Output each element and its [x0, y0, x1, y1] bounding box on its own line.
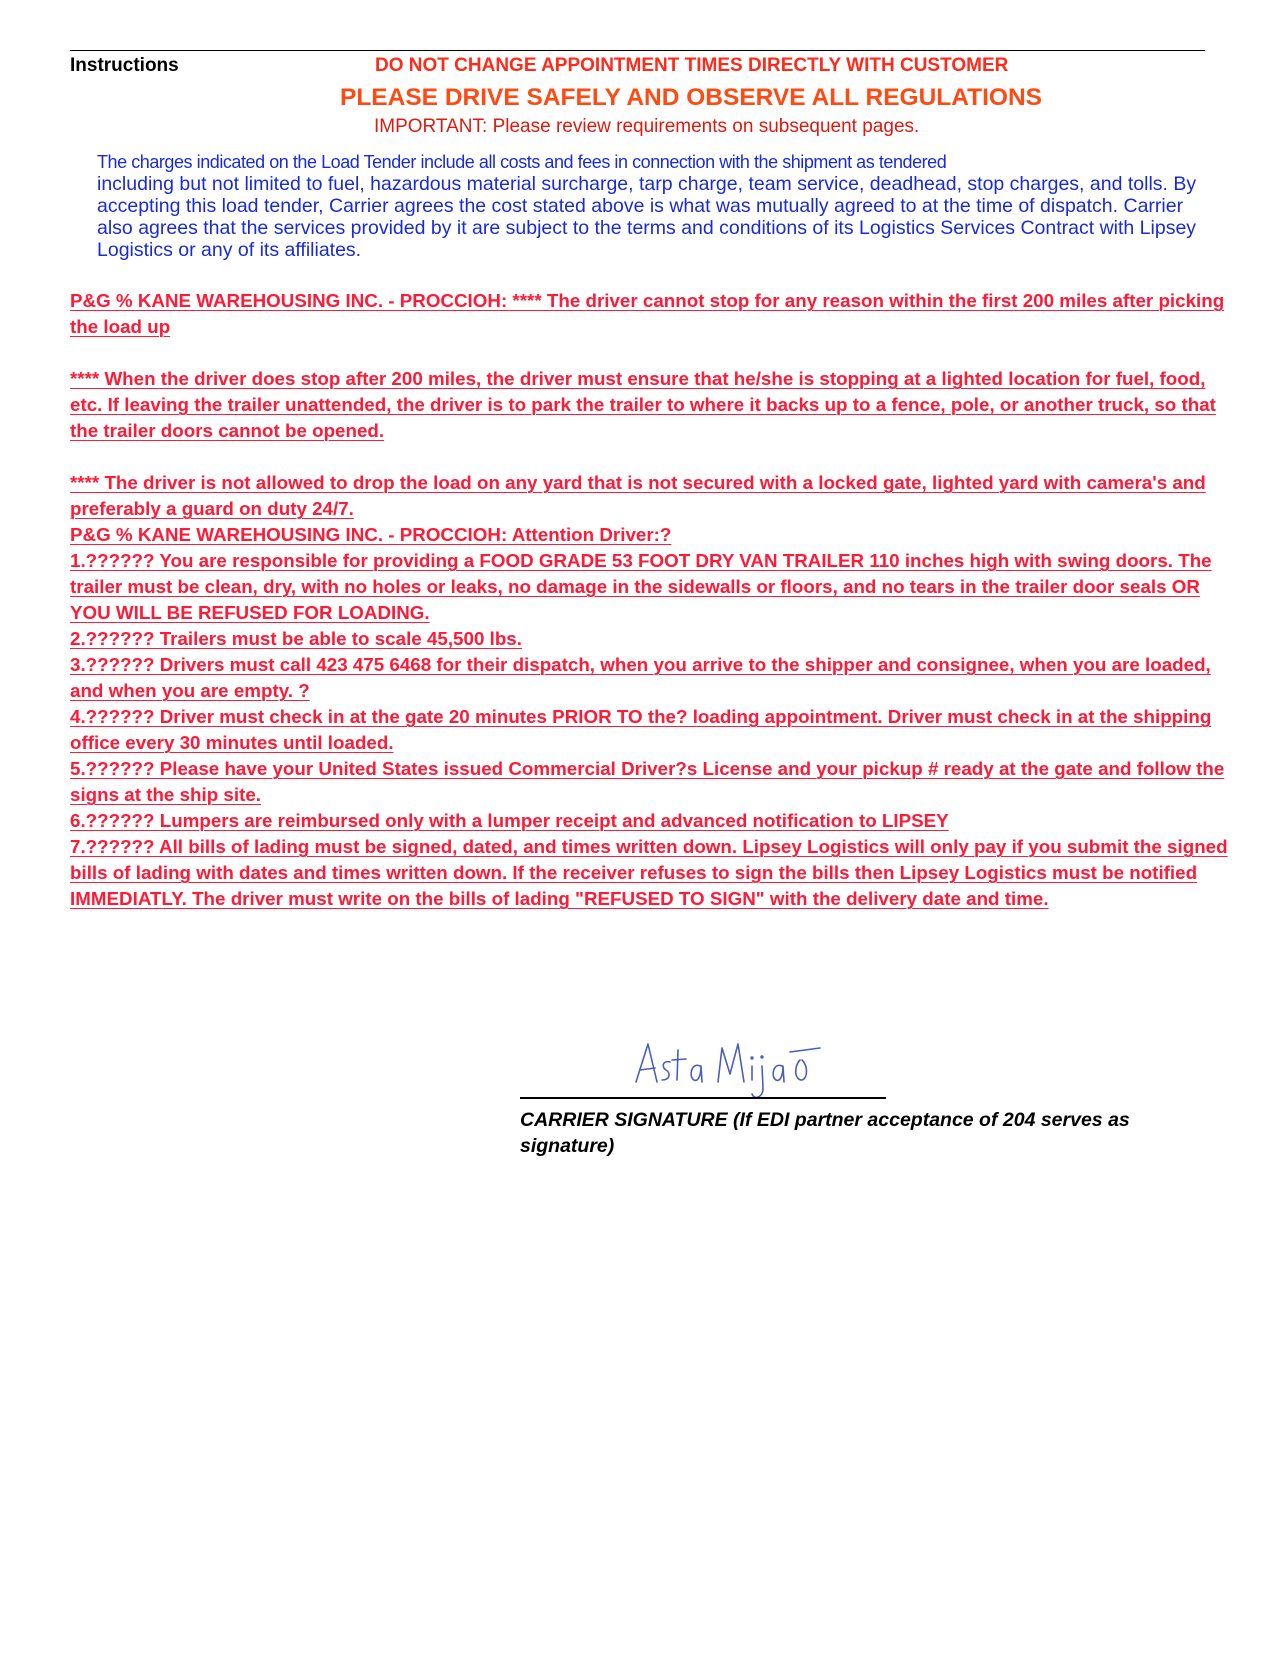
important-note: IMPORTANT: Please review requirements on subsequent pages. [374, 116, 920, 137]
instruction-item-3: 3.?????? Drivers must call 423 475 6468 for their dispatch, when you arrive to the shipper and consignee, when you are loaded, and when you are empty. ? [70, 654, 1211, 701]
instruction-item-1: 1.?????? You are responsible for providing a FOOD GRADE 53 FOOT DRY VAN TRAILER 110 inches high with swing doors. The trailer must be clean, dry, with no holes or leaks, no damage in the sidewalls or floors, and no tears in the trailer door seals OR YOU WILL BE REFUSED FOR LOADING. [70, 550, 1212, 623]
instruction-item-2: 2.?????? Trailers must be able to scale 45,500 lbs. [70, 628, 522, 649]
signature-line [520, 1097, 886, 1099]
signature-caption: CARRIER SIGNATURE (If EDI partner acceptance of 204 serves as signature) [520, 1109, 1130, 1157]
yard-rule: **** The driver is not allowed to drop the load on any yard that is not secured with a locked gate, lighted yard with camera's and preferably a guard on duty 24/7. [70, 472, 1206, 519]
instruction-item-7: 7.?????? All bills of lading must be signed, dated, and times written down. Lipsey Logistics will only pay if you submit the signed bills of lading with dates and times written down. If the receiver refuses to sign the bills then Lipsey Logistics must be notified IMMEDIATLY. The driver must write on the bills of lading "REFUSED TO SIGN" with the delivery date and time. [70, 836, 1228, 909]
stop-rule: P&G % KANE WAREHOUSING INC. - PROCCIOH: **** The driver cannot stop for any reason within the first 200 miles after picking the load up [70, 290, 1225, 337]
safety-warning: PLEASE DRIVE SAFELY AND OBSERVE ALL REGULATIONS [340, 84, 1042, 111]
charges-notice [97, 151, 1207, 261]
lighted-stop-rule: **** When the driver does stop after 200 miles, the driver must ensure that he/she is stopping at a lighted location for fuel, food, etc. If leaving the trailer unattended, the driver is to park the trailer to where it backs up to a fence, pole, or another truck, so that the trailer doors cannot be opened. [70, 368, 1216, 441]
instructions-label: Instructions [70, 55, 179, 76]
driver-instructions [70, 288, 1235, 912]
charges-notice-line1: The charges indicated on the Load Tender include all costs and fees in connection with the shipment as tendered [97, 152, 947, 172]
top-divider [70, 50, 1205, 51]
charges-notice-body: including but not limited to fuel, hazardous material surcharge, tarp charge, team service, deadhead, stop charges, and tolls. By accepting this load tender, Carrier agrees the cost stated above is what was mutually agreed to at the time of dispatch. Carrier also agrees that the services provided by it are subject to the terms and conditions of its Logistics Services Contract with Lipsey Logistics or any of its affiliates. [97, 173, 1197, 261]
instruction-item-5: 5.?????? Please have your United States issued Commercial Driver?s License and your pickup # ready at the gate and follow the signs at the ship site. [70, 758, 1225, 805]
instruction-item-4: 4.?????? Driver must check in at the gate 20 minutes PRIOR TO the? loading appointment. Driver must check in at the shipping office every 30 minutes until loaded. [70, 706, 1212, 753]
appointment-warning: DO NOT CHANGE APPOINTMENT TIMES DIRECTLY WITH CUSTOMER [375, 55, 1009, 76]
instruction-item-6: 6.?????? Lumpers are reimbursed only with a lumper receipt and advanced notification to LIPSEY [70, 810, 949, 831]
attention-driver: P&G % KANE WAREHOUSING INC. - PROCCIOH: Attention Driver:? [70, 524, 672, 545]
